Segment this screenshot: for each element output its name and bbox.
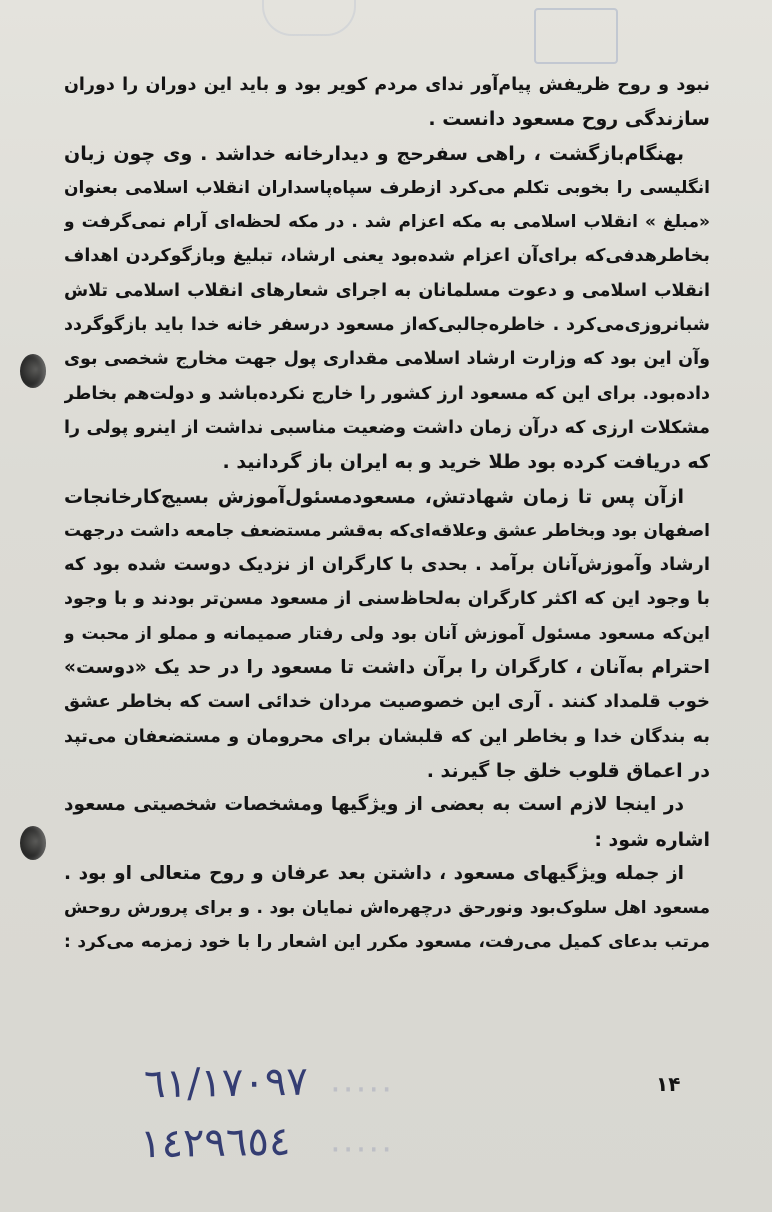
- text-line: نبود و روح ظریفش پیام‌آور ندای مردم کویر بود و باید این دوران را دوران: [64, 75, 710, 95]
- library-stamp: [534, 8, 618, 64]
- text-line: «مبلغ » انقلاب اسلامی به مکه اعزام شد . در مکه لحظه‌ای آرام نمی‌گرفت و: [64, 212, 710, 233]
- text-line: مسعود اهل سلوک‌بود ونورحق درچهره‌اش نمایان بود . و برای پرورش روحش: [64, 898, 710, 919]
- text-line: انقلاب اسلامی و دعوت مسلمانان به اجرای شعارهای انقلاب اسلامی تلاش: [64, 280, 710, 301]
- text-line: انگلیسی را بخوبی تکلم می‌کرد ازطرف سپاه‌پاسداران انقلاب اسلامی بعنوان: [64, 177, 710, 198]
- text-line: اصفهان بود وبخاطر عشق وعلاقه‌ای‌که به‌قشر مستضعف جامعه داشت درجهت: [64, 520, 710, 541]
- text-line: احترام به‌آنان ، کارگران را برآن داشت تا مسعود را در حد یک «دوست»: [64, 657, 710, 679]
- text-line: و‌آن این بود که وزارت ارشاد اسلامی مقداری پول جهت مخارج شخصی بوی: [64, 349, 710, 370]
- handwritten-call-number: ٦١/١٧٠٩٧: [143, 1058, 309, 1108]
- faint-bleedthrough-mark: ·····: [330, 1070, 395, 1110]
- library-stamp-top: [262, 0, 356, 36]
- body-text: [64, 68, 710, 960]
- text-line: این‌که مسعود مسئول آموزش آنان بود ولی رفتار صمیمانه و مملو از محبت و: [64, 623, 710, 644]
- text-line: ارشاد و‌آموزش‌آنان برآمد . بحدی با کارگران از نزدیک دوست شده بود که: [64, 554, 710, 576]
- handwritten-accession-number: ١٤٢٩٦٥٤: [139, 1118, 291, 1168]
- text-line: با وجود این که اکثر کارگران به‌لحاظ‌سنی از مسعود مسن‌تر بودند و با وجود: [64, 589, 710, 610]
- text-line: سازندگی روح مسعود دانست .: [428, 108, 710, 131]
- faint-bleedthrough-mark: ·····: [330, 1130, 395, 1170]
- page-number: ۱۴: [656, 1072, 681, 1096]
- text-line: در اعماق قلوب خلق جا گیرند .: [426, 759, 710, 782]
- binder-hole-top: [20, 354, 46, 388]
- text-line: از‌آن پس تا زمان شهادتش، مسعودمسئول‌آموزش بسیج‌کارخانجات: [64, 485, 684, 508]
- text-line: در اینجا لازم است به بعضی از ویژگیها ومشخصات شخصیتی مسعود: [64, 794, 684, 816]
- text-line: مرتب بدعای کمیل می‌رفت، مسعود مکرر این اشعار را با خود زمزمه می‌کرد :: [64, 932, 710, 953]
- text-line: که دریافت کرده بود طلا خرید و به ایران باز گردانید .: [222, 451, 710, 474]
- text-line: از جمله ویژگیهای مسعود ، داشتن بعد عرفان و روح متعالی او بود .: [64, 862, 684, 884]
- binder-hole-bottom: [20, 826, 46, 860]
- text-line: به بندگان خدا و بخاطر این که قلبشان برای محرومان و مستضعفان می‌تپد: [64, 726, 710, 747]
- text-line: خوب قلمداد کنند . آری این خصوصیت مردان خدائی است که بخاطر عشق: [64, 691, 710, 713]
- text-line: اشاره شود :: [594, 828, 710, 851]
- text-line: بخاطرهدفی‌که برای‌آن اعزام شده‌بود یعنی ارشاد، تبلیغ وبازگوکردن اهداف: [64, 246, 710, 267]
- text-line: مشکلات ارزی که در‌آن زمان داشت وضعیت مناسبی نداشت از اینرو پولی را: [64, 417, 710, 438]
- text-line: داده‌بود. برای این که مسعود ارز کشور را خارج نکرده‌باشد و دولت‌هم بخاطر: [64, 383, 710, 404]
- text-line: شبانروزی‌می‌کرد . خاطره‌جالبی‌که‌از مسعود درسفر خانه خدا باید بازگوگردد: [64, 315, 710, 336]
- text-line: بهنگام‌بازگشت ، راهی سفرحج و دیدارخانه خداشد . وی چون زبان: [64, 142, 684, 165]
